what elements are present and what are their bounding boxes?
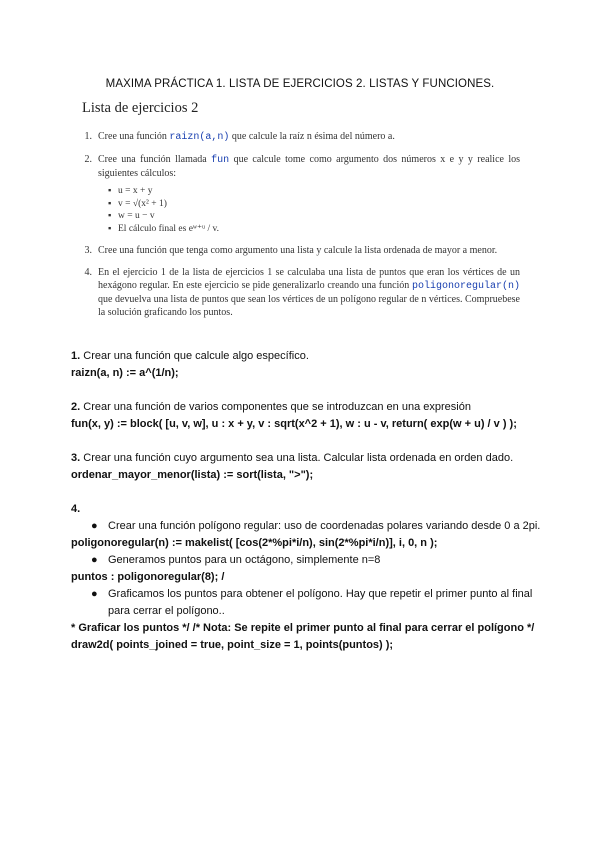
list-item: ▪ v = √(x² + 1) [108,198,167,209]
page-title: MAXIMA PRÁCTICA 1. LISTA DE EJERCICIOS 2. LISTAS Y FUNCIONES. [105,78,495,90]
function-name: raizn(a,n) [169,132,230,143]
exercise-number: 2. [84,154,92,165]
exercise-text: Cree una función llamada fun que calcule tome como argumento dos números x e y y realice los siguientes cálculos: ▪ u = x + y ▪ v = √(x² + 1) ▪ w = u − v ▪ El cálculo final es eʷ⁺ᵘ / v. [98,154,521,234]
exercise-text: En el ejercicio 1 de la lista de ejercicios 1 se calculaba una lista de puntos que eran los vértices de un hexágono regular. En este ejercicio se pide generalizarlo creando una función poligonoregular(n) que devuelva una lista de puntos que sean los vértices de un polígono regular de n vértices. Compruebese la solución graficando los puntos. [98,267,520,318]
exercise-text: Cree una función raizn(a,n) que calcule la raíz n ésima del número a. [98,131,395,143]
solution-4-code-points: puntos : poligonoregular(8); / [71,571,225,583]
list-item: ● Graficamos los puntos para obtener el polígono. Hay que repetir el primer punto al final para cerrar el polígono.. [91,588,533,617]
list-item: ▪ w = u − v [108,211,155,221]
solution-2-description: 2. Crear una función de varios componentes que se introduzcan en una expresión [71,401,471,413]
exercise-number: 1. [84,131,92,142]
solution-3-description: 3. Crear una función cuyo argumento sea una lista. Calcular lista ordenada en orden dado. [71,452,514,464]
solution-2-code: fun(x, y) := block( [u, v, w], u : x + y, v : sqrt(x^2 + 1), w : u - v, return( exp(w + u) / v ) ); [71,418,517,430]
exercise-text: Cree una función que tenga como argumento una lista y calcule la lista ordenada de mayor a menor. [98,245,498,256]
list-item: ▪ El cálculo final es eʷ⁺ᵘ / v. [108,223,220,234]
solution-3-code: ordenar_mayor_menor(lista) := sort(lista, ">"); [71,469,314,481]
function-name: poligonoregular(n) [411,281,520,292]
list-item: ● Crear una función polígono regular: uso de coordenadas polares variando desde 0 a 2pi. [91,520,541,532]
function-name: fun [211,155,230,166]
exercise-item-4 [80,266,520,319]
exercise-item-1 [80,130,520,144]
embedded-exercise-image [80,100,520,328]
solutions-section [71,348,541,654]
solution-4-number: 4. [71,503,81,515]
exercise-number: 4. [84,267,92,278]
list-item: ● Generamos puntos para un octágono, simplemente n=8 [91,554,381,566]
calculation-list [108,185,520,235]
exercise-item-3 [80,244,520,257]
solution-1-code: raizn(a, n) := a^(1/n); [71,367,179,379]
exercise-number: 3. [84,245,92,256]
exercise-item-2 [80,153,520,235]
list-item: ▪ u = x + y [108,186,153,196]
solution-1-description: 1. Crear una función que calcule algo específico. [71,350,309,362]
solution-4-code-polygon: poligonoregular(n) := makelist( [cos(2*%pi*i/n), sin(2*%pi*i/n)], i, 0, n ); [71,537,438,549]
solution-4-code-draw: * Graficar los puntos */ /* Nota: Se repite el primer punto al final para cerrar el polígono */ draw2d( points_joined = true, point_size = 1, points(puntos) ); [71,622,535,651]
exercise-list-heading: Lista de ejercicios 2 [82,100,199,116]
